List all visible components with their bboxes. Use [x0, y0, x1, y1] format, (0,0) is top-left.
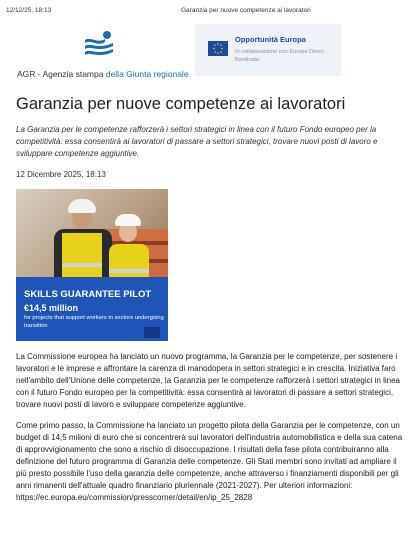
body-paragraph: Come primo passo, la Commissione ha lanciato un progetto pilota della Garanzia per le competenze, con un budget di 14,5 milioni di euro che si concentrerà sui lavoratori dell'industria automobilistica e della sua catena di approvvigionamento che sono a rischio di disoccupazione. I risultati della fase pilota contribuiranno alla definizione del futuro programma di Garanzia delle competenze. Gli Stati membri sono invitati ad ampliare il più presto possibile l'uso della garanzia delle competenze, anche attraverso i finanziamenti disponibili per gli anni rimanenti dell'attuale quadro finanziario pluriennale (2021-2027). Per ulteriori informazioni:	[16, 421, 403, 490]
regional-logo-icon[interactable]	[81, 26, 117, 62]
article-body	[16, 351, 406, 504]
agency-prefix: AGR - Agenzia stampa	[17, 69, 104, 79]
hard-hat-icon	[115, 214, 141, 226]
body-paragraph: La Commissione europea ha lanciato un nuovo programma, la Garanzia per le competenze, per sostenere i lavoratori e le imprese e affrontare la carenza di manodopera in settori strategici e in crescita. Iniziativa faro nell'ambito dell'Unione delle competenze, la Garanzia per le competenze rafforzerà i settori strategici in linea con il futuro Fondo europeo per la competitività: essa consentirà ai lavoratori di passare a settori strategici, trovare nuovi posti di lavoro e sviluppare competenze aggiuntive.	[16, 352, 400, 409]
opportunita-europa-banner[interactable]	[195, 24, 341, 76]
article-date: 12 Dicembre 2025, 18:13	[16, 170, 106, 179]
press-release-link[interactable]: https://ec.europa.eu/commission/presscorner/detail/en/ip_25_2828	[16, 493, 253, 502]
hard-hat-icon	[68, 199, 96, 213]
eu-box-subtitle: In collaborazione con Europe Direct Basilicata	[235, 49, 324, 63]
vest-stripe	[109, 269, 149, 273]
article-lead: La Garanzia per le competenze rafforzerà i settori strategici in linea con il futuro Fondo europeo per la competitività: essa consentirà ai lavoratori di passare a settori strategici, trovare nuovi posti di lavoro e sviluppare competenze aggiuntive.	[16, 125, 378, 158]
article-image	[16, 189, 168, 341]
banner-text: for projects that support workers in sectors undergoing transition	[24, 315, 164, 329]
vest-stripe	[62, 263, 102, 267]
eu-box-title: Opportunità Europa	[235, 35, 306, 44]
eu-flag-icon	[144, 327, 160, 338]
article-title: Garanzia per nuove competenze ai lavoratori	[16, 95, 346, 113]
banner-title: SKILLS GUARANTEE PILOT	[24, 289, 152, 300]
agency-name[interactable]	[17, 69, 189, 79]
banner-amount: €14,5 million	[24, 303, 79, 313]
print-page-title: Garanzia per nuove competenze ai lavoratori	[181, 7, 311, 14]
eu-flag-icon	[208, 41, 228, 56]
print-date: 12/12/25, 18:13	[6, 7, 52, 14]
agency-suffix: della Giunta regionale	[105, 69, 189, 79]
